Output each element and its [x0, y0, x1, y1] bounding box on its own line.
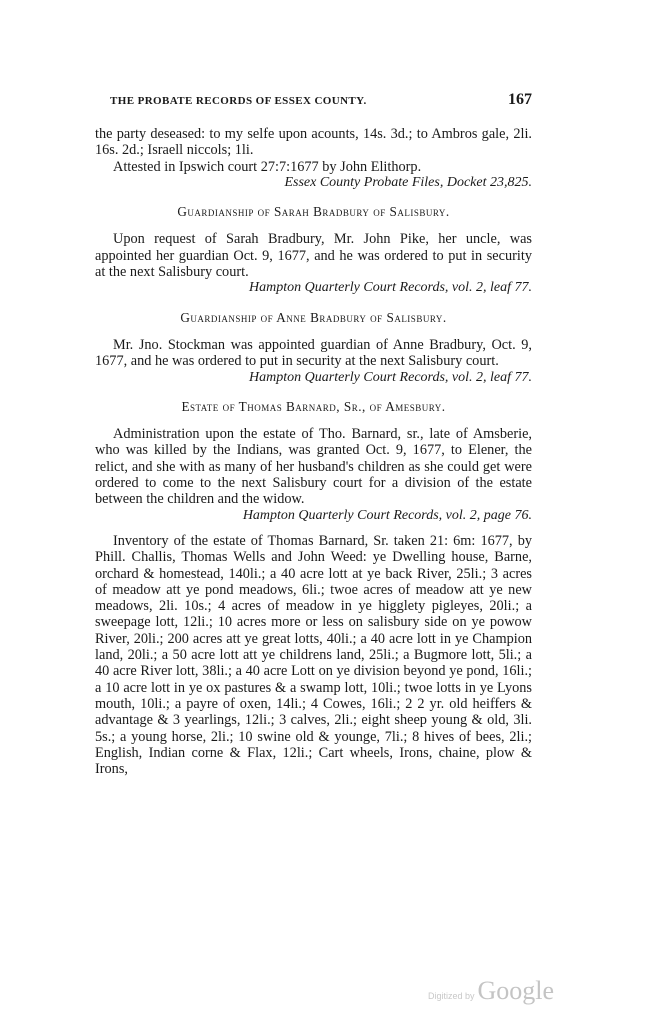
source-citation: Hampton Quarterly Court Records, vol. 2, page 76. — [242, 507, 532, 523]
section-paragraph: Upon request of Sarah Bradbury, Mr. John Pike, her uncle, was appointed her guardian Oct. 9, 1677, and he was ordered to put in security at the next Salisbury court. — [95, 231, 532, 281]
watermark-caption: Digitized by — [428, 991, 475, 1001]
section-paragraph: Mr. Jno. Stockman was appointed guardian of Anne Bradbury, Oct. 9, 1677, and he was ordered to put in security at the next Salisbury court. — [95, 336, 532, 370]
section-heading: Guardianship of Anne Bradbury of Salisbury. — [180, 309, 447, 325]
book-page — [95, 92, 532, 777]
section-paragraph: Administration upon the estate of Tho. Barnard, sr., late of Amsberie, who was killed by the Indians, was granted Oct. 9, 1677, to Elener, the relict, and she with as many of her husband's children as she could get were ordered to come to the next Salisbury court for a division of the estate between the children and the widow. — [95, 426, 532, 508]
section-heading: Guardianship of Sarah Bradbury of Salisbury. — [177, 204, 450, 220]
source-citation: Essex County Probate Files, Docket 23,825. — [284, 174, 532, 190]
continued-text: the party deseased: to my selfe upon acounts, 14s. 3d.; to Ambros gale, 2li. 16s. 2d.; Israell niccols; 1li. — [95, 126, 532, 159]
paragraph-gap — [95, 524, 532, 533]
running-header-title: THE PROBATE RECORDS OF ESSEX COUNTY. — [110, 95, 367, 107]
section-heading: Estate of Thomas Barnard, Sr., of Amesbury. — [181, 398, 446, 414]
google-logo: Google — [477, 976, 555, 1005]
running-header — [95, 92, 532, 116]
digitized-by-google-watermark — [428, 976, 554, 1006]
page-number: 167 — [508, 91, 532, 108]
inventory-paragraph: Inventory of the estate of Thomas Barnard, Sr. taken 21: 6m: 1677, by Phill. Challis, Thomas Wells and John Weed: ye Dwelling house, Barne, orchard & homestead, 140li.; a 40 acre lott at ye back River, 25li.; 3 acres of meadow att ye pond meadows, 6li.; twoe acres of meadow att ye new meadows, 2li. 10s.; 4 acres of meadow in ye higglety pigleyes, 20li.; a sweepage lott, 12li.; 10 acres more or less on salisbury side on ye powow River, 20li.; 200 acres att ye great lotts, 40li.; a 40 acre lott in ye Champion land, 20li.; a 50 acre lott att ye childrens land, 25li.; a Bugmore lott, 5li.; a 40 acre River lott, 38li.; a 40 acre Lott on ye division beyond ye pond, 16li.; a 10 acre lott in ye ox pastures & a swamp lott, 10li.; twoe lotts in ye Lyons mouth, 10li.; a payre of oxen, 14li.; 4 Cowes, 16li.; 2 2 yr. old heiffers & advantage & 3 yearlings, 12li.; 3 calves, 2li.; eight sheep young & old, 3li. 5s.; a young horse, 2li.; 10 swine old & younge, 7li.; 8 hives of bees, 2li.; English, Indian corne & Flax, 12li.; Cart wheels, Irons, chaine, plow & Irons, — [95, 532, 532, 778]
source-citation: Hampton Quarterly Court Records, vol. 2, leaf 77. — [249, 280, 532, 296]
attestation-line: Attested in Ipswich court 27:7:1677 by John Elithorp. — [113, 158, 422, 175]
source-citation: Hampton Quarterly Court Records, vol. 2, leaf 77. — [249, 369, 532, 385]
